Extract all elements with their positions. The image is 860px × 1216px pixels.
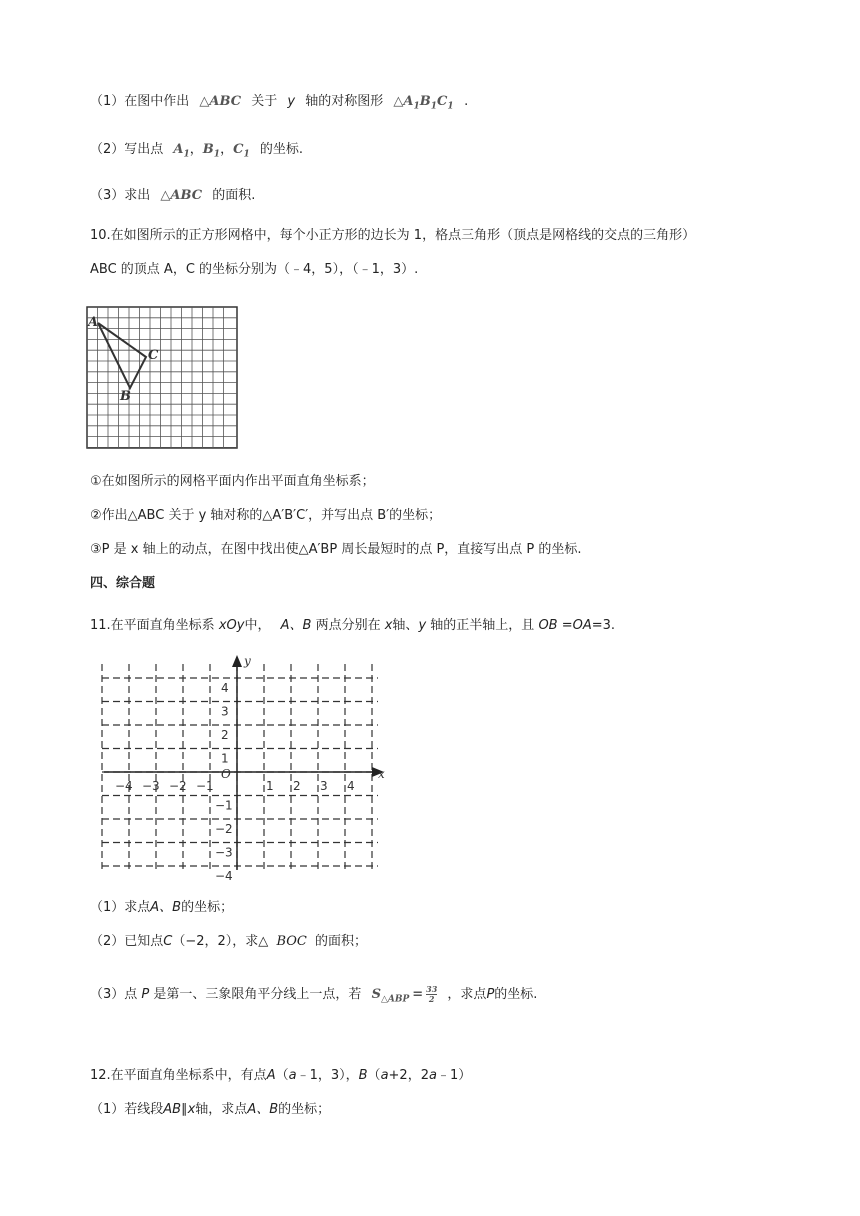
axis-y: y <box>287 94 296 109</box>
text: 11.在平面直角坐标系 <box>90 618 215 633</box>
x-tick-label: 2 <box>293 779 301 793</box>
text: 的坐标； <box>181 900 234 915</box>
xoy: xOy <box>218 618 245 633</box>
text: =3. <box>591 618 616 633</box>
text: B <box>419 94 431 109</box>
triangle-abc <box>98 323 146 388</box>
points-ab: A、B <box>247 1102 279 1117</box>
q10-stem-line1: 10.在如图所示的正方形网格中，每个小正方形的边长为 1，格点三角形（顶点是网格线的交点的三角形） <box>90 228 696 243</box>
label-c: C <box>148 348 159 363</box>
y-tick-label: −2 <box>215 822 233 836</box>
sub: 1 <box>213 149 221 160</box>
sub: △ABP <box>380 994 410 1005</box>
text: ，求点 <box>447 987 487 1002</box>
point-b: B <box>358 1068 368 1083</box>
text: （ <box>367 1068 381 1083</box>
points-ab: A、B <box>150 900 182 915</box>
sub: 1 <box>183 149 190 160</box>
triangle-a1b1c1 <box>393 94 458 112</box>
text: +2，2 <box>388 1068 429 1083</box>
text: （ <box>275 1068 289 1083</box>
var-a: a <box>428 1068 437 1083</box>
sub: 1 <box>430 101 438 112</box>
text: （1）若线段 <box>90 1102 164 1117</box>
q11-stem <box>90 616 615 636</box>
text: （3）求出 <box>90 188 151 203</box>
denominator: 2 <box>428 994 435 1004</box>
y-axis-label: y <box>244 654 251 668</box>
q10-grid-figure <box>86 306 242 452</box>
x-tick-label: −4 <box>115 779 133 793</box>
q9-part3 <box>90 186 255 206</box>
y: y <box>418 618 427 633</box>
triangle-boc: BOC <box>276 934 307 949</box>
q11-coordinate-grid <box>96 650 396 883</box>
sub: 1 <box>413 101 420 112</box>
text: ∥ <box>181 1102 188 1117</box>
x-tick-label: 1 <box>266 779 274 793</box>
text: C <box>437 94 448 109</box>
q10-item1: ①在如图所示的网格平面内作出平面直角坐标系； <box>90 474 375 489</box>
text: S <box>371 987 381 1002</box>
y-tick-label: 3 <box>221 704 229 719</box>
point-p: P <box>141 987 150 1002</box>
q12-part1 <box>90 1100 330 1120</box>
q11-part2 <box>90 932 367 952</box>
text: ， <box>220 142 234 157</box>
q10-item3: ③P 是 x 轴上的动点，在图中找出使△A′BP 周长最短时的点 P，直接写出点 P 的坐标. <box>90 542 582 557</box>
y-tick-label: 2 <box>221 728 229 742</box>
y-tick-label: 1 <box>221 751 229 766</box>
text: 的坐标. <box>259 142 303 157</box>
point-c1 <box>233 142 250 160</box>
q11-part1 <box>90 898 233 918</box>
x-axis-label: x <box>378 767 385 781</box>
text: 的坐标； <box>278 1102 331 1117</box>
q12-stem <box>90 1066 471 1086</box>
text: （2）已知点 <box>90 934 164 949</box>
q9-part2 <box>90 140 303 165</box>
condition: OB =OA <box>538 618 592 633</box>
text: C <box>233 142 244 157</box>
y-tick-label: −4 <box>215 869 233 883</box>
text: A <box>173 142 184 157</box>
numerator: 33 <box>426 984 438 994</box>
text: （3）点 <box>90 987 138 1002</box>
label-a: A <box>88 315 99 330</box>
text: 12.在平面直角坐标系中，有点 <box>90 1068 267 1083</box>
var-a: a <box>380 1068 389 1083</box>
text: 的坐标. <box>494 987 538 1002</box>
y-axis-arrow <box>232 655 242 667</box>
text: . <box>464 94 469 109</box>
triangle-abc: △ABC <box>160 188 203 203</box>
x: x <box>187 1102 196 1117</box>
segment-ab: AB <box>163 1102 182 1117</box>
text: 的面积. <box>212 188 256 203</box>
text: 轴，求点 <box>195 1102 248 1117</box>
x-tick-label: −1 <box>196 779 214 793</box>
y-tick-label: −3 <box>215 845 233 860</box>
q9-part1 <box>90 92 468 117</box>
text: ， <box>189 142 203 157</box>
text: 轴、 <box>392 618 419 633</box>
section-title: 四、综合题 <box>90 576 156 591</box>
text: ﹣1，3）， <box>296 1068 359 1083</box>
text: 轴的对称图形 <box>305 94 384 109</box>
text: ﹣1） <box>436 1068 472 1083</box>
text: （1）在图中作出 <box>90 94 190 109</box>
text: B <box>202 142 214 157</box>
sub: 1 <box>447 101 454 112</box>
var-a: a <box>288 1068 297 1083</box>
label-b: B <box>120 389 131 404</box>
points-ab: A、B <box>280 618 312 633</box>
q11-part3 <box>90 982 537 1013</box>
text: 两点分别在 <box>315 618 381 633</box>
fraction <box>426 985 437 1004</box>
y-tick-label: 4 <box>221 681 229 695</box>
sub: 1 <box>243 149 250 160</box>
x-tick-label: −2 <box>169 779 187 793</box>
area-formula <box>371 984 438 1005</box>
text: = <box>412 987 424 1002</box>
text: 轴的正半轴上，且 <box>430 618 535 633</box>
x-tick-label: 3 <box>320 779 328 793</box>
x-tick-label: 4 <box>347 779 355 793</box>
text: 关于 <box>251 94 278 109</box>
triangle-abc: △ABC <box>199 94 242 109</box>
q10-item2: ②作出△ABC 关于 y 轴对称的△A′B′C′，并写出点 B′的坐标； <box>90 508 442 523</box>
origin-label: O <box>221 767 231 781</box>
point-a: A <box>266 1068 276 1083</box>
text: 是第一、三象限角平分线上一点，若 <box>153 987 362 1002</box>
text: △A <box>393 94 414 109</box>
text: 的面积； <box>314 934 367 949</box>
text: 中， <box>244 618 271 633</box>
q10-stem-line2: ABC 的顶点 A，C 的坐标分别为（﹣4，5），（﹣1，3）. <box>90 262 419 277</box>
y-tick-label: −1 <box>215 798 233 813</box>
x-tick-label: −3 <box>142 779 160 793</box>
text: （2）写出点 <box>90 142 164 157</box>
point-a1 <box>173 142 190 160</box>
point-b1 <box>202 142 221 160</box>
text: （1）求点 <box>90 900 151 915</box>
text: （−2，2），求△ <box>172 934 269 949</box>
point-p: P <box>486 987 495 1002</box>
x: x <box>384 618 393 633</box>
point-c: C <box>163 934 173 949</box>
grid-border <box>87 307 237 448</box>
